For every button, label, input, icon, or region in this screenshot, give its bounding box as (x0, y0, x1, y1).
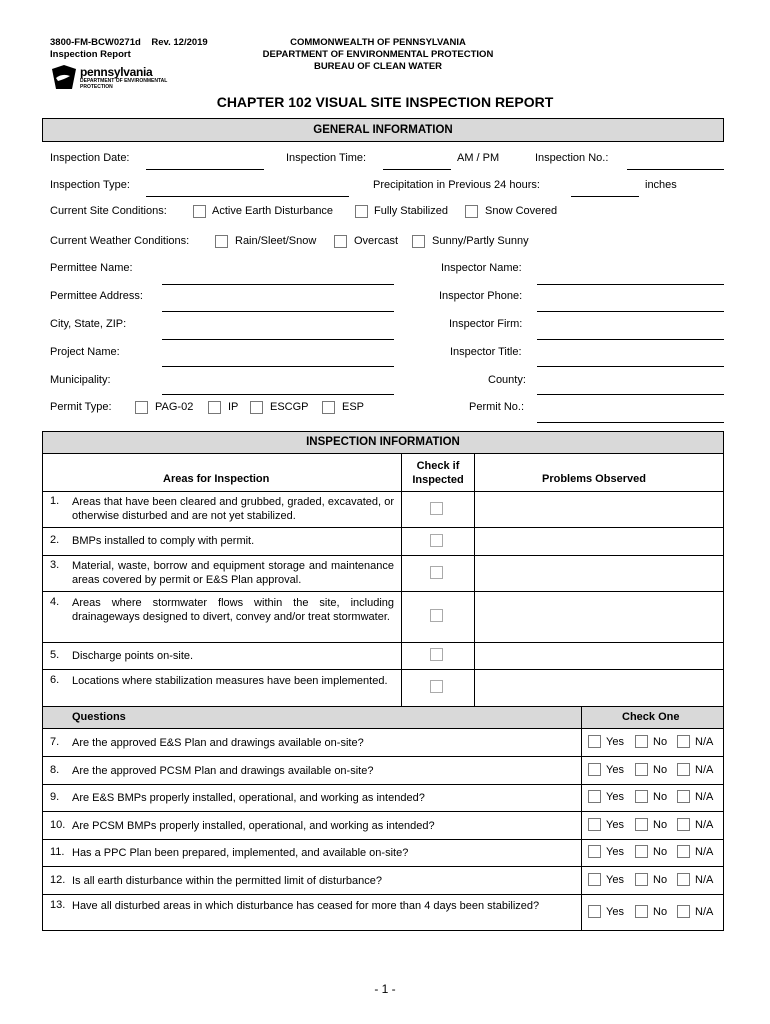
area-row-number: 6. (50, 674, 60, 686)
weather-option-label: Sunny/Partly Sunny (432, 235, 529, 247)
area-4-checkbox[interactable] (430, 609, 443, 622)
row-divider (42, 669, 724, 670)
q12-na-checkbox[interactable] (677, 873, 690, 886)
inspection-no-field[interactable] (627, 169, 724, 170)
permittee-name-label: Permittee Name: (50, 262, 133, 274)
form-revision: Rev. 12/2019 (151, 37, 208, 48)
weather-rain-checkbox[interactable] (215, 235, 228, 248)
yes-label: Yes (606, 906, 624, 918)
form-type: Inspection Report (50, 49, 131, 60)
yes-label: Yes (606, 846, 624, 858)
city-state-zip-field[interactable] (162, 339, 394, 340)
inches-label: inches (645, 179, 677, 191)
area-row-text: Areas that have been cleared and grubbed, graded, excavated, or otherwise disturbed and are not yet stabilized. (72, 496, 394, 522)
inspector-name-label: Inspector Name: (441, 262, 522, 274)
general-info-heading: GENERAL INFORMATION (42, 118, 724, 142)
site-snow-checkbox[interactable] (465, 205, 478, 218)
no-label: No (653, 846, 668, 858)
question-number: 9. (50, 791, 60, 803)
inspection-info-heading: INSPECTION INFORMATION (42, 431, 724, 454)
municipality-field[interactable] (162, 394, 394, 395)
inspector-name-field[interactable] (537, 284, 724, 285)
na-label: N/A (695, 874, 714, 886)
question-text: Are PCSM BMPs properly installed, operational, and working as intended? (72, 820, 435, 832)
area-row-number: 3. (50, 559, 60, 571)
inspector-title-label: Inspector Title: (450, 346, 522, 358)
area-row-text: Areas where stormwater flows within the site, including drainageways designed to divert, convey and/or treat stormwater. (72, 597, 394, 623)
col-divider (581, 706, 582, 931)
area-row-text: BMPs installed to comply with permit. (72, 535, 255, 547)
permit-option-label: PAG-02 (155, 401, 194, 413)
row-divider (42, 756, 724, 757)
na-label: N/A (695, 906, 714, 918)
permit-option-label: ESP (342, 401, 365, 413)
q8-no-checkbox[interactable] (635, 763, 648, 776)
questions-header: Questions (72, 711, 126, 723)
area-row-number: 2. (50, 534, 60, 546)
question-number: 12. (50, 874, 66, 886)
yes-label: Yes (606, 736, 624, 748)
row-divider (42, 811, 724, 812)
no-label: No (653, 736, 668, 748)
inspection-time-label: Inspection Time: (286, 152, 367, 164)
inspection-no-label: Inspection No.: (535, 152, 609, 164)
col-divider (474, 453, 475, 706)
q10-no-checkbox[interactable] (635, 818, 648, 831)
weather-conditions-label: Current Weather Conditions: (50, 235, 190, 247)
q11-no-checkbox[interactable] (635, 845, 648, 858)
permit-type-label: Permit Type: (50, 401, 112, 413)
q13-na-checkbox[interactable] (677, 905, 690, 918)
area-row-number: 1. (50, 495, 60, 507)
no-label: No (653, 874, 668, 886)
yes-label: Yes (606, 764, 624, 776)
municipality-label: Municipality: (50, 374, 111, 386)
area-6-checkbox[interactable] (430, 680, 443, 693)
area-row-text: Discharge points on-site. (72, 650, 194, 662)
area-row-text: Material, waste, borrow and equipment storage and maintenance areas covered by permit or E&S Plan approval. (72, 560, 394, 586)
permit-option-label: IP (228, 401, 239, 413)
project-name-field[interactable] (162, 366, 394, 367)
q7-na-checkbox[interactable] (677, 735, 690, 748)
q8-yes-checkbox[interactable] (588, 763, 601, 776)
agency-line: BUREAU OF CLEAN WATER (313, 61, 443, 72)
q7-yes-checkbox[interactable] (588, 735, 601, 748)
precipitation-label: Precipitation in Previous 24 hours: (373, 179, 540, 191)
area-5-checkbox[interactable] (430, 648, 443, 661)
permittee-name-field[interactable] (162, 284, 394, 285)
permit-no-field[interactable] (537, 422, 724, 423)
question-text: Are E&S BMPs properly installed, operational, and working as intended? (72, 792, 425, 804)
area-row-text: Locations where stabilization measures have been implemented. (72, 675, 388, 687)
area-2-checkbox[interactable] (430, 534, 443, 547)
q8-na-checkbox[interactable] (677, 763, 690, 776)
row-divider (42, 784, 724, 785)
question-text: Is all earth disturbance within the permitted limit of disturbance? (72, 875, 382, 887)
site-option-label: Snow Covered (485, 205, 558, 217)
inspector-firm-label: Inspector Firm: (449, 318, 523, 330)
na-label: N/A (695, 736, 714, 748)
row-divider (42, 642, 724, 643)
area-row-number: 5. (50, 649, 60, 661)
q9-yes-checkbox[interactable] (588, 790, 601, 803)
permittee-address-field[interactable] (162, 311, 394, 312)
weather-option-label: Rain/Sleet/Snow (235, 235, 317, 247)
inspection-type-label: Inspection Type: (50, 179, 130, 191)
permit-option-label: ESCGP (270, 401, 309, 413)
permit-no-label: Permit No.: (469, 401, 525, 413)
page-number: - 1 - (374, 982, 396, 996)
q9-na-checkbox[interactable] (677, 790, 690, 803)
question-number: 7. (50, 736, 60, 748)
row-divider (42, 555, 724, 556)
row-divider (42, 491, 724, 492)
row-divider (42, 706, 724, 707)
q10-yes-checkbox[interactable] (588, 818, 601, 831)
site-option-label: Active Earth Disturbance (212, 205, 334, 217)
page-title: CHAPTER 102 VISUAL SITE INSPECTION REPORT (216, 94, 554, 110)
permittee-address-label: Permittee Address: (50, 290, 143, 302)
form-number: 3800-FM-BCW0271d (50, 37, 141, 48)
no-label: No (653, 764, 668, 776)
yes-label: Yes (606, 791, 624, 803)
question-number: 8. (50, 764, 60, 776)
agency-block (228, 37, 528, 73)
question-number: 11. (50, 846, 65, 858)
q12-no-checkbox[interactable] (635, 873, 648, 886)
county-field[interactable] (537, 394, 724, 395)
no-label: No (653, 791, 668, 803)
yes-label: Yes (606, 819, 624, 831)
row-divider (42, 866, 724, 867)
check-column-header: Check if Inspected (412, 460, 464, 486)
permit-ip-checkbox[interactable] (208, 401, 221, 414)
weather-option-label: Overcast (354, 235, 399, 247)
agency-line: DEPARTMENT OF ENVIRONMENTAL PROTECTION (262, 49, 494, 60)
check-one-header: Check One (622, 711, 680, 723)
area-row-number: 4. (50, 596, 60, 608)
precipitation-field[interactable] (571, 196, 639, 197)
na-label: N/A (695, 846, 714, 858)
inspector-firm-field[interactable] (537, 339, 724, 340)
question-text: Are the approved E&S Plan and drawings available on-site? (72, 737, 364, 749)
permit-pag02-checkbox[interactable] (135, 401, 148, 414)
city-state-zip-label: City, State, ZIP: (50, 318, 127, 330)
inspection-type-field[interactable] (146, 196, 349, 197)
inspector-title-field[interactable] (537, 366, 724, 367)
question-text: Have all disturbed areas in which disturbance has ceased for more than 4 days been stabilized? (72, 900, 540, 912)
inspector-phone-field[interactable] (537, 311, 724, 312)
permit-esp-checkbox[interactable] (322, 401, 335, 414)
q12-yes-checkbox[interactable] (588, 873, 601, 886)
row-divider (42, 527, 724, 528)
question-text: Are the approved PCSM Plan and drawings available on-site? (72, 765, 374, 777)
project-name-label: Project Name: (50, 346, 120, 358)
q13-yes-checkbox[interactable] (588, 905, 601, 918)
na-label: N/A (695, 764, 714, 776)
county-label: County: (488, 374, 526, 386)
weather-overcast-checkbox[interactable] (334, 235, 347, 248)
areas-column-header: Areas for Inspection (163, 473, 270, 485)
am-pm-label: AM / PM (457, 152, 500, 164)
area-3-checkbox[interactable] (430, 566, 443, 579)
permit-escgp-checkbox[interactable] (250, 401, 263, 414)
weather-sunny-checkbox[interactable] (412, 235, 425, 248)
yes-label: Yes (606, 874, 624, 886)
agency-line: COMMONWEALTH OF PENNSYLVANIA (290, 37, 466, 48)
inspection-date-field[interactable] (146, 169, 264, 170)
inspection-date-label: Inspection Date: (50, 152, 130, 164)
no-label: No (653, 906, 668, 918)
q7-no-checkbox[interactable] (635, 735, 648, 748)
pa-dep-logo (50, 63, 190, 91)
q11-na-checkbox[interactable] (677, 845, 690, 858)
logo-subtext: DEPARTMENT OF ENVIRONMENTAL PROTECTION (80, 78, 168, 90)
q11-yes-checkbox[interactable] (588, 845, 601, 858)
form-id-block (50, 37, 208, 61)
row-divider (42, 839, 724, 840)
site-conditions-label: Current Site Conditions: (50, 205, 167, 217)
inspector-phone-label: Inspector Phone: (439, 290, 523, 302)
q9-no-checkbox[interactable] (635, 790, 648, 803)
row-divider (42, 591, 724, 592)
q10-na-checkbox[interactable] (677, 818, 690, 831)
inspection-time-field[interactable] (383, 169, 451, 170)
logo-wordmark: pennsylvania (80, 65, 153, 79)
question-number: 13. (50, 899, 66, 911)
site-stabilized-checkbox[interactable] (355, 205, 368, 218)
question-text: Has a PPC Plan been prepared, implemented, and available on-site? (72, 847, 409, 859)
question-number: 10. (50, 819, 66, 831)
site-option-label: Fully Stabilized (374, 205, 448, 217)
problems-column-header: Problems Observed (542, 473, 646, 485)
site-active-checkbox[interactable] (193, 205, 206, 218)
na-label: N/A (695, 819, 714, 831)
area-1-checkbox[interactable] (430, 502, 443, 515)
na-label: N/A (695, 791, 714, 803)
col-divider (401, 453, 402, 706)
q13-no-checkbox[interactable] (635, 905, 648, 918)
row-divider (42, 894, 724, 895)
no-label: No (653, 819, 668, 831)
row-divider (42, 728, 724, 729)
keystone-icon (50, 63, 78, 91)
